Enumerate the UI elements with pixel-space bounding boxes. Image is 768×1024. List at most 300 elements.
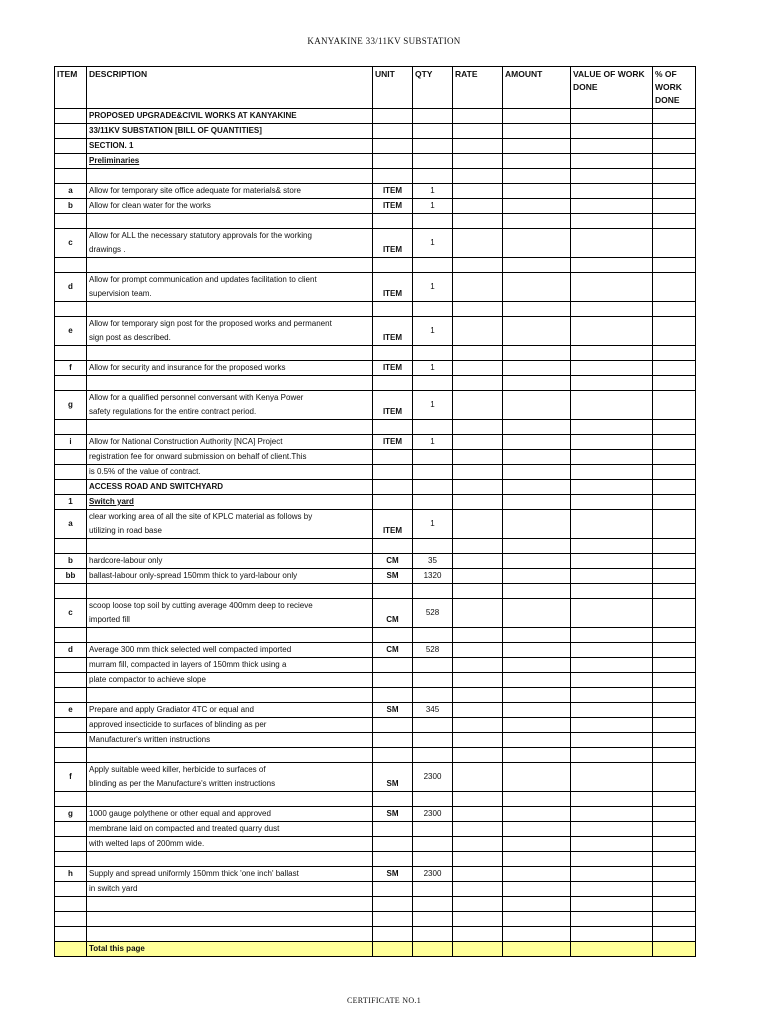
percent-work-cell — [653, 763, 696, 792]
total-value-cell — [571, 942, 653, 957]
description-line: plate compactor to achieve slope — [89, 675, 206, 684]
qty-cell — [413, 628, 453, 643]
description-cell — [87, 376, 373, 391]
item-cell: g — [55, 391, 87, 420]
percent-work-cell — [653, 643, 696, 658]
unit-cell: SM — [373, 867, 413, 882]
percent-work-cell — [653, 852, 696, 867]
percent-work-cell — [653, 673, 696, 688]
item-cell — [55, 882, 87, 897]
percent-work-cell — [653, 169, 696, 184]
table-row — [55, 109, 696, 124]
description-line: Supply and spread uniformly 150mm thick 'one inch' ballast — [89, 869, 299, 878]
percent-work-cell — [653, 539, 696, 554]
rate-cell — [453, 465, 503, 480]
unit-cell: ITEM — [373, 229, 413, 258]
value-of-work-cell — [571, 852, 653, 867]
unit-cell — [373, 539, 413, 554]
description-cell — [87, 807, 373, 822]
unit-cell — [373, 480, 413, 495]
percent-work-cell — [653, 317, 696, 346]
table-row — [55, 184, 696, 199]
unit-cell — [373, 897, 413, 912]
table-row — [55, 912, 696, 927]
total-percent-cell — [653, 942, 696, 957]
unit-cell — [373, 584, 413, 599]
qty-cell — [413, 139, 453, 154]
table-row — [55, 391, 696, 420]
description-line: Allow for temporary sign post for the proposed works and permanent — [89, 319, 332, 328]
table-row — [55, 139, 696, 154]
qty-cell: 528 — [413, 599, 453, 628]
rate-cell — [453, 763, 503, 792]
value-of-work-cell — [571, 643, 653, 658]
percent-work-cell — [653, 199, 696, 214]
unit-cell: ITEM — [373, 273, 413, 302]
rate-cell — [453, 391, 503, 420]
description-line: 1000 gauge polythene or other equal and approved — [89, 809, 271, 818]
percent-work-cell — [653, 599, 696, 628]
amount-cell — [503, 184, 571, 199]
item-cell: f — [55, 763, 87, 792]
description-line: SECTION. 1 — [89, 141, 134, 150]
value-of-work-cell — [571, 763, 653, 792]
unit-cell — [373, 154, 413, 169]
rate-cell — [453, 154, 503, 169]
rate-cell — [453, 927, 503, 942]
unit-cell — [373, 376, 413, 391]
item-cell: f — [55, 361, 87, 376]
item-cell: c — [55, 229, 87, 258]
value-of-work-cell — [571, 229, 653, 258]
table-row — [55, 258, 696, 273]
qty-cell — [413, 169, 453, 184]
table-row — [55, 169, 696, 184]
item-cell — [55, 927, 87, 942]
unit-cell — [373, 912, 413, 927]
description-line: Allow for National Construction Authority [NCA] Project — [89, 437, 283, 446]
item-cell: a — [55, 184, 87, 199]
description-cell — [87, 733, 373, 748]
amount-cell — [503, 391, 571, 420]
item-cell: g — [55, 807, 87, 822]
description-line: drawings . — [89, 245, 126, 254]
item-cell — [55, 912, 87, 927]
rate-cell — [453, 273, 503, 302]
description-cell — [87, 912, 373, 927]
value-of-work-cell — [571, 569, 653, 584]
total-label: Total this page — [87, 942, 373, 957]
description-cell — [87, 643, 373, 658]
amount-cell — [503, 214, 571, 229]
percent-work-cell — [653, 837, 696, 852]
amount-cell — [503, 554, 571, 569]
amount-cell — [503, 837, 571, 852]
col-header-unit: UNIT — [373, 67, 413, 109]
qty-cell — [413, 539, 453, 554]
value-of-work-cell — [571, 554, 653, 569]
unit-cell — [373, 688, 413, 703]
description-line: is 0.5% of the value of contract. — [89, 467, 201, 476]
amount-cell — [503, 361, 571, 376]
rate-cell — [453, 214, 503, 229]
item-cell — [55, 822, 87, 837]
table-row — [55, 539, 696, 554]
unit-cell: ITEM — [373, 199, 413, 214]
description-line: supervision team. — [89, 289, 152, 298]
table-row — [55, 435, 696, 450]
percent-work-cell — [653, 792, 696, 807]
description-line: Allow for security and insurance for the proposed works — [89, 363, 286, 372]
percent-work-cell — [653, 124, 696, 139]
table-row — [55, 763, 696, 792]
amount-cell — [503, 628, 571, 643]
qty-cell: 1 — [413, 273, 453, 302]
unit-cell — [373, 673, 413, 688]
percent-work-cell — [653, 450, 696, 465]
value-of-work-cell — [571, 733, 653, 748]
value-of-work-cell — [571, 361, 653, 376]
description-cell — [87, 569, 373, 584]
qty-cell — [413, 748, 453, 763]
qty-cell — [413, 912, 453, 927]
unit-cell: ITEM — [373, 391, 413, 420]
unit-cell — [373, 450, 413, 465]
unit-cell: SM — [373, 703, 413, 718]
qty-cell — [413, 718, 453, 733]
item-cell — [55, 480, 87, 495]
rate-cell — [453, 897, 503, 912]
item-cell — [55, 376, 87, 391]
unit-cell — [373, 124, 413, 139]
qty-cell: 1320 — [413, 569, 453, 584]
footer-certificate: CERTIFICATE NO.1 — [346, 996, 422, 1005]
table-row — [55, 554, 696, 569]
description-cell — [87, 554, 373, 569]
description-cell — [87, 792, 373, 807]
qty-cell — [413, 927, 453, 942]
unit-cell — [373, 748, 413, 763]
item-cell: c — [55, 599, 87, 628]
description-line: hardcore-labour only — [89, 556, 163, 565]
amount-cell — [503, 199, 571, 214]
qty-cell — [413, 109, 453, 124]
qty-cell — [413, 214, 453, 229]
value-of-work-cell — [571, 837, 653, 852]
unit-cell — [373, 882, 413, 897]
rate-cell — [453, 643, 503, 658]
description-line: Allow for temporary site office adequate for materials& store — [89, 186, 301, 195]
item-cell: bb — [55, 569, 87, 584]
value-of-work-cell — [571, 927, 653, 942]
amount-cell — [503, 539, 571, 554]
unit-cell — [373, 109, 413, 124]
item-cell — [55, 748, 87, 763]
rate-cell — [453, 317, 503, 346]
description-line: PROPOSED UPGRADE&CIVIL WORKS AT KANYAKINE — [89, 111, 297, 120]
amount-cell — [503, 763, 571, 792]
unit-cell — [373, 733, 413, 748]
col-header-rate: RATE — [453, 67, 503, 109]
description-cell — [87, 599, 373, 628]
rate-cell — [453, 139, 503, 154]
rate-cell — [453, 673, 503, 688]
value-of-work-cell — [571, 822, 653, 837]
description-line: clear working area of all the site of KPLC material as follows by — [89, 512, 313, 521]
rate-cell — [453, 109, 503, 124]
amount-cell — [503, 376, 571, 391]
value-of-work-cell — [571, 748, 653, 763]
value-of-work-cell — [571, 673, 653, 688]
description-cell — [87, 852, 373, 867]
rate-cell — [453, 124, 503, 139]
description-line: Allow for prompt communication and updates facilitation to client — [89, 275, 317, 284]
total-rate-cell — [453, 942, 503, 957]
description-line: ACCESS ROAD AND SWITCHYARD — [89, 482, 224, 491]
description-cell — [87, 346, 373, 361]
total-row — [55, 942, 696, 957]
amount-cell — [503, 317, 571, 346]
description-line: Preliminaries — [89, 156, 140, 165]
unit-cell: ITEM — [373, 361, 413, 376]
table-row — [55, 302, 696, 317]
col-header-value-line2: DONE — [573, 82, 598, 92]
unit-cell — [373, 822, 413, 837]
col-header-pct-line3: DONE — [655, 95, 680, 105]
rate-cell — [453, 584, 503, 599]
description-line: murram fill, compacted in layers of 150mm thick using a — [89, 660, 287, 669]
qty-cell — [413, 584, 453, 599]
amount-cell — [503, 169, 571, 184]
description-cell — [87, 688, 373, 703]
description-line: registration fee for onward submission on behalf of client.This — [89, 452, 307, 461]
percent-work-cell — [653, 510, 696, 539]
table-row — [55, 317, 696, 346]
unit-cell: ITEM — [373, 510, 413, 539]
rate-cell — [453, 495, 503, 510]
description-cell — [87, 539, 373, 554]
description-line: Allow for ALL the necessary statutory approvals for the working — [89, 231, 312, 240]
rate-cell — [453, 628, 503, 643]
col-header-percent-work-done — [653, 67, 696, 109]
table-row — [55, 495, 696, 510]
qty-cell: 528 — [413, 643, 453, 658]
rate-cell — [453, 852, 503, 867]
qty-cell: 345 — [413, 703, 453, 718]
table-row — [55, 703, 696, 718]
table-row — [55, 420, 696, 435]
amount-cell — [503, 109, 571, 124]
amount-cell — [503, 673, 571, 688]
rate-cell — [453, 867, 503, 882]
item-cell: h — [55, 867, 87, 882]
description-cell — [87, 584, 373, 599]
unit-cell — [373, 495, 413, 510]
item-cell — [55, 658, 87, 673]
amount-cell — [503, 733, 571, 748]
unit-cell — [373, 302, 413, 317]
item-cell — [55, 897, 87, 912]
table-row — [55, 897, 696, 912]
value-of-work-cell — [571, 539, 653, 554]
amount-cell — [503, 867, 571, 882]
description-cell — [87, 673, 373, 688]
table-row — [55, 450, 696, 465]
percent-work-cell — [653, 628, 696, 643]
rate-cell — [453, 599, 503, 628]
rate-cell — [453, 199, 503, 214]
unit-cell — [373, 139, 413, 154]
table-row — [55, 346, 696, 361]
header-row — [55, 67, 696, 109]
unit-cell — [373, 852, 413, 867]
description-cell — [87, 748, 373, 763]
item-cell — [55, 139, 87, 154]
unit-cell: SM — [373, 807, 413, 822]
value-of-work-cell — [571, 584, 653, 599]
value-of-work-cell — [571, 184, 653, 199]
item-cell — [55, 852, 87, 867]
value-of-work-cell — [571, 258, 653, 273]
rate-cell — [453, 184, 503, 199]
col-header-value-of-work-done — [571, 67, 653, 109]
unit-cell: SM — [373, 569, 413, 584]
percent-work-cell — [653, 554, 696, 569]
value-of-work-cell — [571, 718, 653, 733]
rate-cell — [453, 169, 503, 184]
description-cell — [87, 169, 373, 184]
rate-cell — [453, 229, 503, 258]
amount-cell — [503, 465, 571, 480]
item-cell: a — [55, 510, 87, 539]
item-cell — [55, 628, 87, 643]
col-header-item: ITEM — [55, 67, 87, 109]
amount-cell — [503, 852, 571, 867]
value-of-work-cell — [571, 792, 653, 807]
item-cell — [55, 688, 87, 703]
rate-cell — [453, 258, 503, 273]
qty-cell — [413, 495, 453, 510]
amount-cell — [503, 302, 571, 317]
description-line: safety regulations for the entire contract period. — [89, 407, 257, 416]
qty-cell: 1 — [413, 229, 453, 258]
total-item-cell — [55, 942, 87, 957]
rate-cell — [453, 376, 503, 391]
description-cell — [87, 184, 373, 199]
item-cell — [55, 733, 87, 748]
item-cell — [55, 154, 87, 169]
description-cell — [87, 628, 373, 643]
table-row — [55, 673, 696, 688]
value-of-work-cell — [571, 628, 653, 643]
description-line: Allow for clean water for the works — [89, 201, 211, 210]
qty-cell — [413, 688, 453, 703]
rate-cell — [453, 510, 503, 539]
description-cell — [87, 154, 373, 169]
description-cell — [87, 391, 373, 420]
qty-cell — [413, 420, 453, 435]
percent-work-cell — [653, 882, 696, 897]
value-of-work-cell — [571, 317, 653, 346]
qty-cell — [413, 480, 453, 495]
table-row — [55, 718, 696, 733]
qty-cell: 1 — [413, 184, 453, 199]
total-amount-cell — [503, 942, 571, 957]
rate-cell — [453, 733, 503, 748]
qty-cell — [413, 302, 453, 317]
amount-cell — [503, 510, 571, 539]
qty-cell — [413, 852, 453, 867]
percent-work-cell — [653, 465, 696, 480]
value-of-work-cell — [571, 450, 653, 465]
item-cell — [55, 673, 87, 688]
description-cell — [87, 139, 373, 154]
item-cell — [55, 258, 87, 273]
rate-cell — [453, 792, 503, 807]
unit-cell — [373, 346, 413, 361]
value-of-work-cell — [571, 912, 653, 927]
item-cell: d — [55, 273, 87, 302]
value-of-work-cell — [571, 420, 653, 435]
qty-cell: 1 — [413, 317, 453, 346]
amount-cell — [503, 258, 571, 273]
table-body — [55, 109, 696, 942]
unit-cell — [373, 214, 413, 229]
item-cell — [55, 450, 87, 465]
percent-work-cell — [653, 139, 696, 154]
unit-cell — [373, 258, 413, 273]
qty-cell: 1 — [413, 391, 453, 420]
unit-cell: SM — [373, 763, 413, 792]
value-of-work-cell — [571, 807, 653, 822]
percent-work-cell — [653, 302, 696, 317]
percent-work-cell — [653, 495, 696, 510]
description-cell — [87, 124, 373, 139]
description-cell — [87, 317, 373, 346]
unit-cell: ITEM — [373, 317, 413, 346]
col-header-amount: AMOUNT — [503, 67, 571, 109]
col-header-pct-line2: WORK — [655, 82, 682, 92]
rate-cell — [453, 822, 503, 837]
col-header-pct-line1: % OF — [655, 69, 677, 79]
percent-work-cell — [653, 376, 696, 391]
item-cell — [55, 302, 87, 317]
rate-cell — [453, 435, 503, 450]
description-line: ballast-labour only-spread 150mm thick to yard-labour only — [89, 571, 298, 580]
value-of-work-cell — [571, 169, 653, 184]
amount-cell — [503, 897, 571, 912]
value-of-work-cell — [571, 688, 653, 703]
item-cell — [55, 718, 87, 733]
qty-cell — [413, 658, 453, 673]
item-cell — [55, 109, 87, 124]
percent-work-cell — [653, 718, 696, 733]
rate-cell — [453, 554, 503, 569]
qty-cell — [413, 258, 453, 273]
value-of-work-cell — [571, 124, 653, 139]
qty-cell — [413, 882, 453, 897]
description-cell — [87, 480, 373, 495]
description-cell — [87, 658, 373, 673]
amount-cell — [503, 229, 571, 258]
table-row — [55, 376, 696, 391]
rate-cell — [453, 569, 503, 584]
unit-cell: CM — [373, 643, 413, 658]
rate-cell — [453, 346, 503, 361]
percent-work-cell — [653, 109, 696, 124]
qty-cell — [413, 124, 453, 139]
item-cell — [55, 837, 87, 852]
